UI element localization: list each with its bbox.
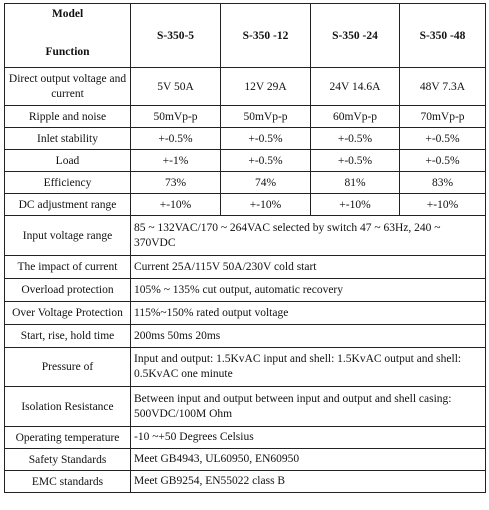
table-cell: 200ms 50ms 20ms: [131, 325, 486, 348]
table-cell: 5V 50A: [131, 68, 221, 106]
row-label: DC adjustment range: [5, 194, 131, 216]
row-label: Load: [5, 150, 131, 172]
row-label: Overload protection: [5, 279, 131, 302]
table-cell: 83%: [400, 172, 486, 194]
table-row: [5, 427, 486, 449]
table-cell: +-0.5%: [311, 150, 400, 172]
table-cell: +-0.5%: [400, 150, 486, 172]
table-cell: +-0.5%: [131, 128, 221, 150]
power-supply-spec-table: [4, 3, 486, 493]
table-cell: Input and output: 1.5KvAC input and shell: 1.5KvAC output and shell: 0.5KvAC one minute: [131, 348, 486, 387]
row-label: Input voltage range: [5, 216, 131, 256]
model-header-4: S-350 -48: [400, 4, 486, 68]
row-label: EMC standards: [5, 471, 131, 493]
table-cell: 50mVp-p: [131, 106, 221, 128]
row-label: Operating temperature: [5, 427, 131, 449]
table-row: [5, 387, 486, 427]
model-header-2: S-350 -12: [221, 4, 311, 68]
table-row: [5, 216, 486, 256]
row-label: Efficiency: [5, 172, 131, 194]
row-label: Inlet stability: [5, 128, 131, 150]
row-label: Safety Standards: [5, 449, 131, 471]
table-cell: +-0.5%: [221, 150, 311, 172]
table-row: [5, 106, 486, 128]
table-cell: Between input and output between input and output and shell casing: 500VDC/100M Ohm: [131, 387, 486, 427]
spec-table-container: [4, 3, 485, 493]
table-row: [5, 279, 486, 302]
table-cell: 48V 7.3A: [400, 68, 486, 106]
table-cell: +-1%: [131, 150, 221, 172]
row-label: Isolation Resistance: [5, 387, 131, 427]
model-header-label: Model: [51, 8, 84, 20]
header-row: [5, 4, 486, 68]
table-cell: 74%: [221, 172, 311, 194]
row-label: Over Voltage Protection: [5, 302, 131, 325]
table-cell: +-10%: [311, 194, 400, 216]
table-row: [5, 150, 486, 172]
table-cell: Meet GB4943, UL60950, EN60950: [131, 449, 486, 471]
table-row: [5, 172, 486, 194]
table-cell: 24V 14.6A: [311, 68, 400, 106]
table-cell: +-0.5%: [400, 128, 486, 150]
table-cell: 60mVp-p: [311, 106, 400, 128]
table-cell: 115%~150% rated output voltage: [131, 302, 486, 325]
table-row: [5, 348, 486, 387]
model-header-1: S-350-5: [131, 4, 221, 68]
row-label: Pressure of: [5, 348, 131, 387]
model-header-3: S-350 -24: [311, 4, 400, 68]
table-row: [5, 471, 486, 493]
model-function-header: [5, 4, 131, 68]
table-row: [5, 194, 486, 216]
table-row: [5, 256, 486, 279]
table-cell: 12V 29A: [221, 68, 311, 106]
table-cell: +-10%: [400, 194, 486, 216]
row-label: Direct output voltage and current: [5, 68, 131, 106]
table-cell: +-10%: [221, 194, 311, 216]
table-cell: 81%: [311, 172, 400, 194]
table-cell: 85 ~ 132VAC/170 ~ 264VAC selected by switch 47 ~ 63Hz, 240 ~ 370VDC: [131, 216, 486, 256]
table-row: [5, 128, 486, 150]
row-label: Ripple and noise: [5, 106, 131, 128]
table-row: [5, 449, 486, 471]
table-cell: Current 25A/115V 50A/230V cold start: [131, 256, 486, 279]
table-cell: +-0.5%: [221, 128, 311, 150]
table-cell: 105% ~ 135% cut output, automatic recovery: [131, 279, 486, 302]
table-cell: 73%: [131, 172, 221, 194]
table-cell: 50mVp-p: [221, 106, 311, 128]
table-cell: Meet GB9254, EN55022 class B: [131, 471, 486, 493]
table-row: [5, 325, 486, 348]
table-cell: 70mVp-p: [400, 106, 486, 128]
table-cell: +-0.5%: [311, 128, 400, 150]
table-cell: +-10%: [131, 194, 221, 216]
function-header-label: Function: [45, 46, 90, 58]
table-row: [5, 302, 486, 325]
row-label: Start, rise, hold time: [5, 325, 131, 348]
table-row: [5, 68, 486, 106]
table-cell: -10 ~+50 Degrees Celsius: [131, 427, 486, 449]
row-label: The impact of current: [5, 256, 131, 279]
